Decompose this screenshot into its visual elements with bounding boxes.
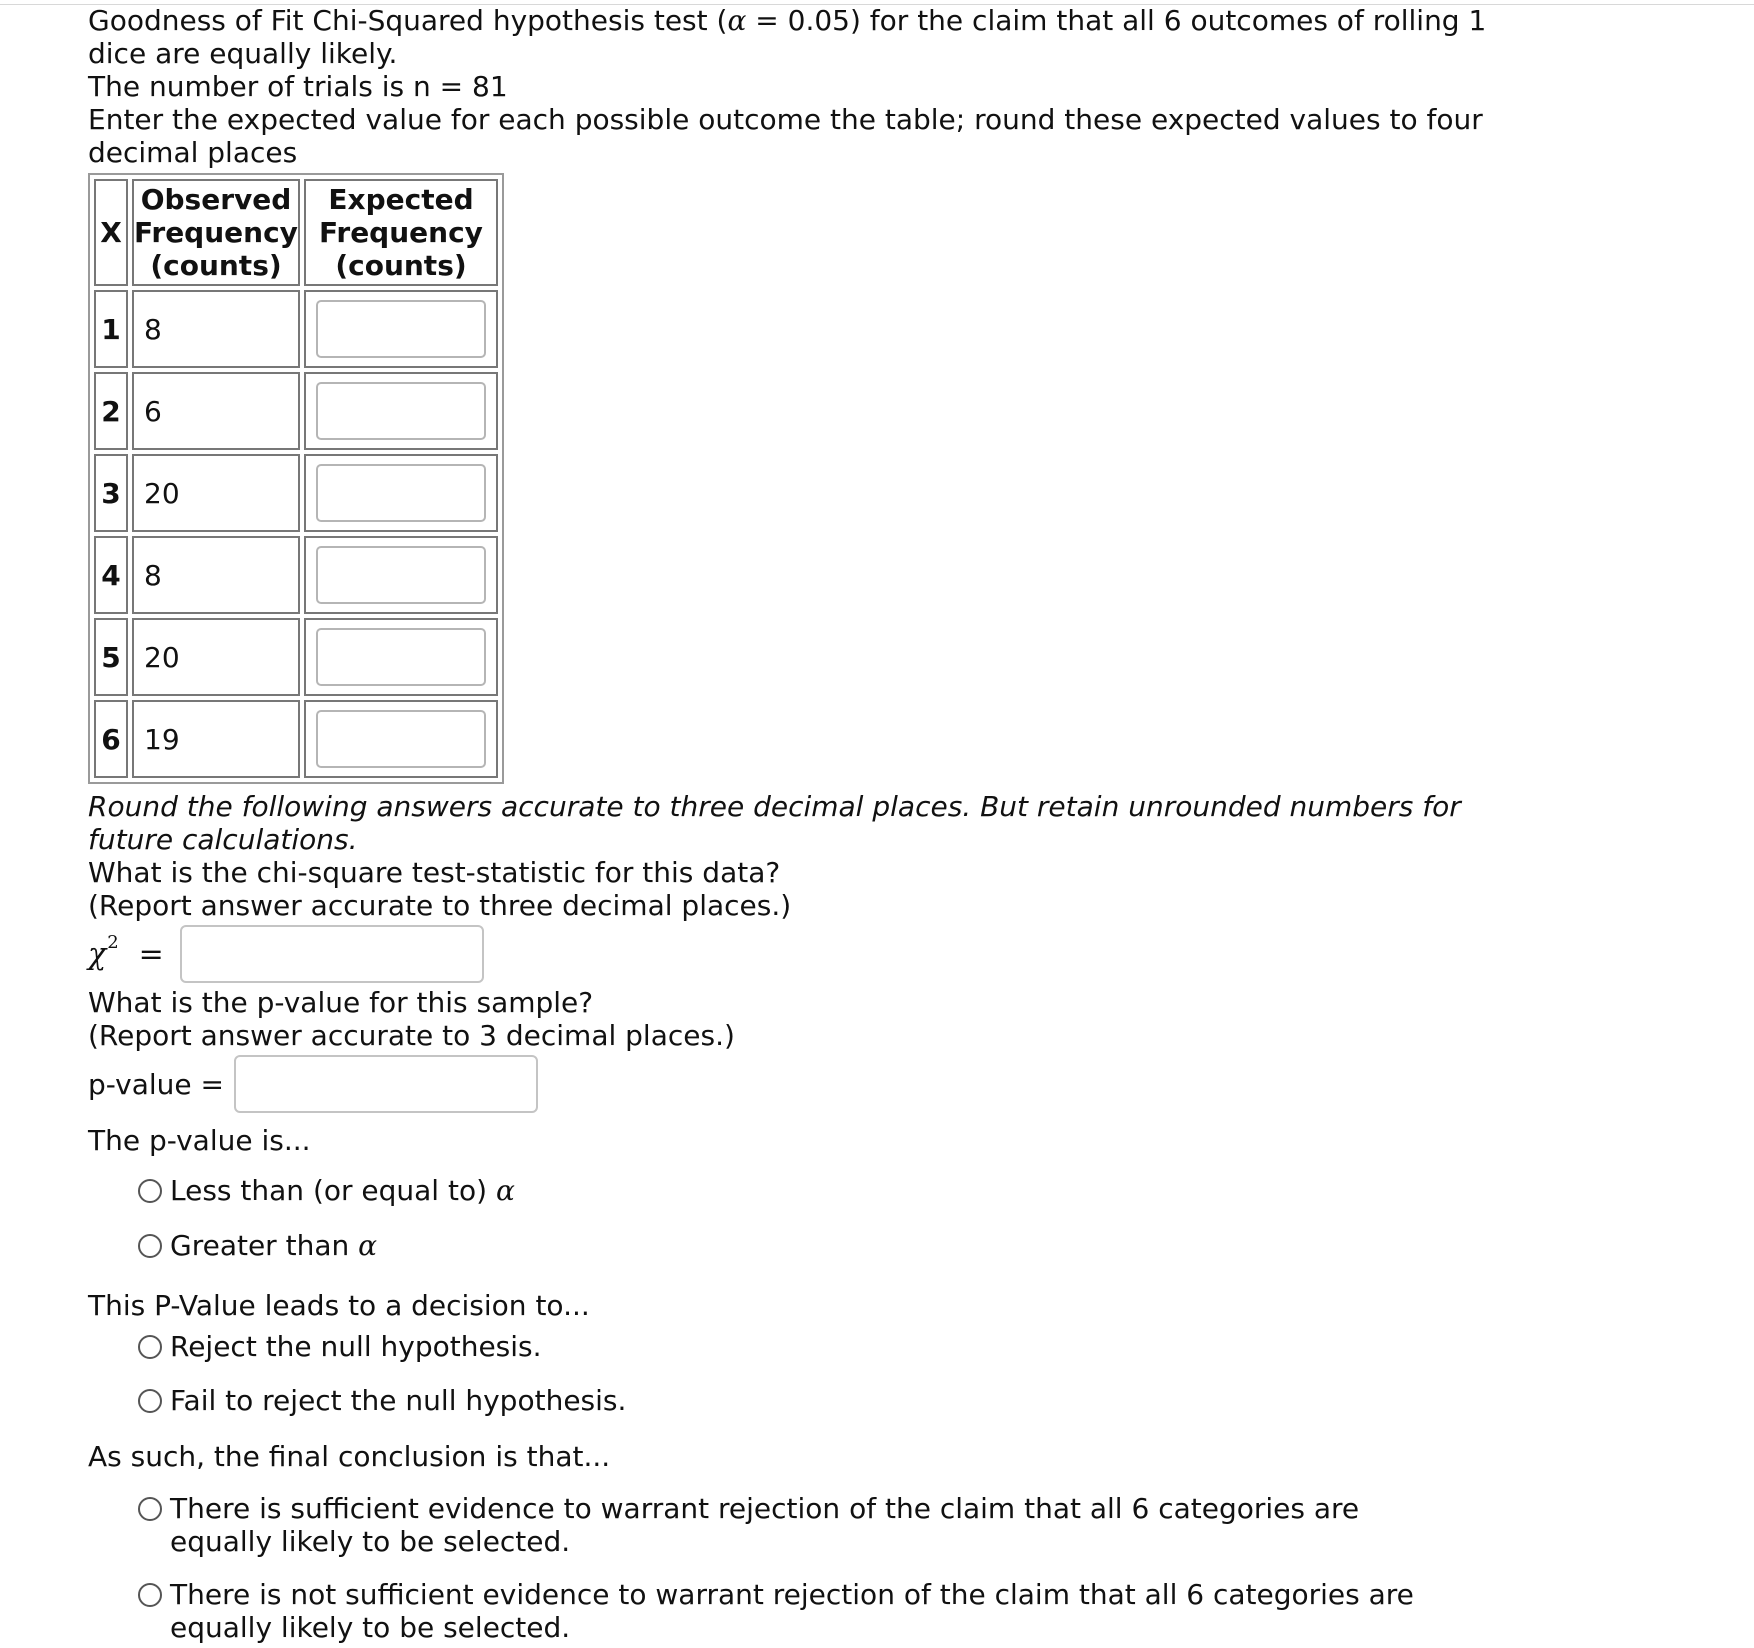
row-observed-value: 20 [132, 454, 300, 532]
question-content [88, 4, 1518, 1644]
row-observed-value: 6 [132, 372, 300, 450]
alpha-symbol: α [495, 1174, 515, 1207]
expected-input-1[interactable] [316, 300, 486, 358]
expected-input-6[interactable] [316, 710, 486, 768]
row-observed-value: 20 [132, 618, 300, 696]
option-reject-null[interactable]: Reject the null hypothesis. [138, 1330, 1518, 1363]
radio-button[interactable] [138, 1234, 162, 1258]
conclusion-options [138, 1492, 1518, 1644]
row-x-value: 4 [94, 536, 128, 614]
chi-square-input[interactable] [180, 925, 484, 983]
alpha-symbol: α [727, 4, 747, 37]
expected-input-2[interactable] [316, 382, 486, 440]
chi-square-label: χ $^2$ = [88, 931, 164, 972]
alpha-symbol: α [358, 1229, 378, 1262]
intro-text: Goodness of Fit Chi-Squared hypothesis test (α = 0.05) for the claim that all 6 outcomes of rolling 1 dice are equally likely. [88, 4, 1487, 70]
row-observed-value: 8 [132, 290, 300, 368]
option-less-than-alpha[interactable]: Less than (or equal to) α [138, 1174, 1518, 1207]
frequency-table [88, 173, 504, 784]
header-x: X [94, 179, 128, 286]
table-row [94, 536, 498, 614]
expected-input-4[interactable] [316, 546, 486, 604]
option-greater-than-alpha[interactable]: Greater than α [138, 1229, 1518, 1262]
radio-button[interactable] [138, 1335, 162, 1359]
chi-square-answer-row [88, 924, 1518, 984]
header-expected: Expected Frequency (counts) [304, 179, 498, 286]
option-sufficient-evidence[interactable]: There is sufficient evidence to warrant rejection of the claim that all 6 categories are equally likely to be selected. [138, 1492, 1518, 1558]
header-observed: Observed Frequency (counts) [132, 179, 300, 286]
chi-square-instruction: (Report answer accurate to three decimal places.) [88, 889, 792, 922]
row-x-value: 5 [94, 618, 128, 696]
expected-input-5[interactable] [316, 628, 486, 686]
expected-input-3[interactable] [316, 464, 486, 522]
p-value-instruction: (Report answer accurate to 3 decimal places.) [88, 1019, 735, 1052]
table-row [94, 618, 498, 696]
trials-text: The number of trials is n = 81 [88, 70, 508, 103]
instruction-text: Enter the expected value for each possible outcome the table; round these expected values to four decimal places [88, 103, 1483, 169]
row-x-value: 2 [94, 372, 128, 450]
radio-button[interactable] [138, 1583, 162, 1607]
row-x-value: 6 [94, 700, 128, 778]
table-row [94, 372, 498, 450]
option-fail-to-reject-null[interactable]: Fail to reject the null hypothesis. [138, 1384, 1518, 1417]
radio-button[interactable] [138, 1389, 162, 1413]
table-row [94, 454, 498, 532]
table-header-row [94, 179, 498, 286]
chi-square-question: What is the chi-square test-statistic for this data? [88, 856, 781, 889]
rounding-note: Round the following answers accurate to three decimal places. But retain unrounded numbers for future calculations. [88, 790, 1461, 856]
option-not-sufficient-evidence[interactable]: There is not sufficient evidence to warrant rejection of the claim that all 6 categories are equally likely to be selected. [138, 1578, 1518, 1644]
radio-button[interactable] [138, 1179, 162, 1203]
table-row [94, 290, 498, 368]
p-value-question: What is the p-value for this sample? [88, 986, 594, 1019]
decision-prompt: This P-Value leads to a decision to... [88, 1289, 590, 1322]
p-value-input[interactable] [234, 1055, 538, 1113]
p-value-answer-row [88, 1054, 1518, 1114]
table-row [94, 700, 498, 778]
conclusion-prompt: As such, the final conclusion is that... [88, 1440, 611, 1473]
comparison-options [138, 1174, 1518, 1262]
radio-button[interactable] [138, 1497, 162, 1521]
row-x-value: 1 [94, 290, 128, 368]
decision-options [138, 1330, 1518, 1417]
comparison-prompt: The p-value is... [88, 1124, 311, 1157]
row-observed-value: 8 [132, 536, 300, 614]
p-value-label: p-value = [88, 1067, 224, 1101]
row-observed-value: 19 [132, 700, 300, 778]
row-x-value: 3 [94, 454, 128, 532]
